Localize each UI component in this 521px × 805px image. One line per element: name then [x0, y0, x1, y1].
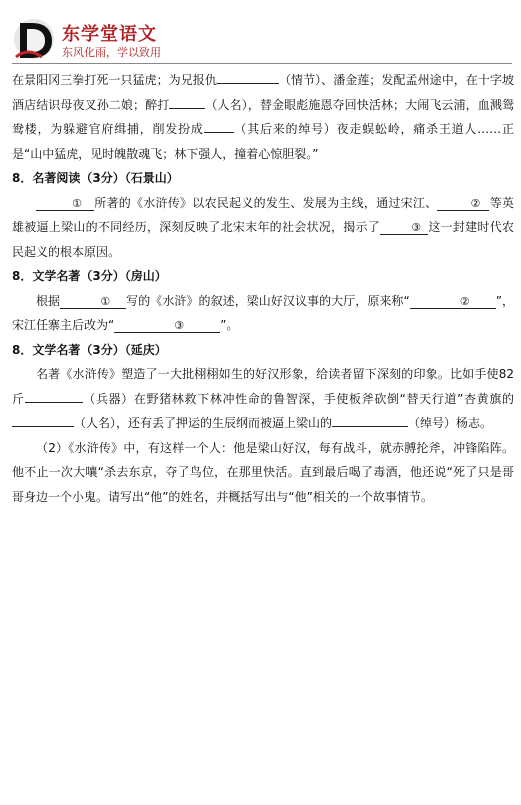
answer-blank: ②	[437, 197, 489, 211]
passage-text: 正是“山中猛虎，见时魄散魂飞；林下强人，撞着心惊胆裂。”	[12, 122, 514, 161]
brand-slogan: 东风化雨，学以致用	[62, 46, 161, 59]
question-text: 英雄被逼上梁山的不同经历，深刻反映了北宋末年的社会状况，揭示了	[12, 195, 514, 234]
question-text: 所著的《水浒传》以农民起义的发生、发展为主线，通过宋江、	[94, 195, 438, 210]
question-text: 只是哥哥身边一个小鬼。请写出“他”的姓名，并概括写出与“他”相关的一个故事情节。	[12, 465, 514, 504]
question-paragraph	[12, 289, 514, 338]
passage-paragraph	[12, 68, 514, 166]
question-text: （兵器）在野猪林救下林冲性命的鲁智深，手使板斧砍倒“替天行道”杏黄旗	[82, 391, 502, 406]
passage-text: （情节）、潘金莲；发配孟州途中，在十	[278, 73, 490, 87]
question-text: 的	[501, 391, 514, 406]
passage-text: （人名），替金眼彪施恩夺回快活林；大闹飞云浦，	[205, 97, 478, 112]
question-heading: 8．文学名著（3分）（延庆）	[12, 342, 167, 357]
answer-blank	[169, 95, 205, 109]
answer-blank: ③	[114, 319, 220, 333]
brand-name: 东学堂语文	[62, 24, 157, 45]
answer-blank: ②	[410, 295, 496, 309]
passage-text: 血溅鸳鸯楼，为躲避官府缉捕，削发扮成	[12, 97, 514, 136]
question-text: 代农民起义的根本原因。	[12, 220, 514, 259]
question-text: ”，	[495, 293, 514, 308]
question-paragraph	[12, 362, 514, 436]
question-text: （绰号）杨志。	[408, 416, 493, 430]
answer-blank	[25, 389, 83, 403]
passage-text: 字坡酒店结识母夜叉孙二娘；醉打	[12, 73, 514, 112]
question-text: 根据	[36, 293, 61, 308]
question-text: 名著《水浒传》塑造了一大批栩栩如生的好汉形象，给读者留下深刻的印象。比如手使	[36, 367, 499, 381]
question-text: 阵。他不止一次大嚷“杀去东京，夺了鸟位，在那里快活。直到最后喝了毒酒，他还说“死了	[12, 440, 514, 479]
passage-text: 在景阳冈三拳打死一只猛虎；为兄报仇	[12, 73, 217, 87]
question-text: （2）《水浒传》中，有这样一个人：他是梁山好汉，每有战斗，就赤膊抡斧，冲锋陷	[36, 440, 490, 455]
answer-blank: ③	[380, 221, 428, 235]
question-text: 82斤	[12, 367, 514, 406]
question-heading: 8．文学名著（3分）（房山）	[12, 269, 167, 283]
question-text: 这一封建时	[428, 220, 490, 234]
question-heading: 8．名著阅读（3分）（石景山）	[12, 171, 179, 185]
answer-blank	[332, 413, 408, 427]
page-header	[0, 0, 521, 66]
passage-text: （其后来的绰号）夜走蜈蚣岭，痛杀王道人……	[233, 122, 502, 136]
question-text: 宋江任寨主后改为“	[12, 318, 115, 332]
answer-blank	[217, 70, 279, 84]
question-text: （人名），还有丢了押运的生辰纲而被逼上梁山的	[74, 416, 333, 430]
question-paragraph	[12, 436, 514, 510]
question-paragraph	[12, 191, 514, 265]
question-text: 写的《水浒》的叙述，梁山好汉议事的大厅，原来称“	[126, 293, 410, 308]
header-divider	[12, 63, 512, 64]
answer-blank: ①	[36, 197, 94, 211]
answer-blank	[204, 119, 234, 133]
dongxuetang-logo-icon	[12, 17, 56, 61]
answer-blank	[12, 413, 74, 427]
question-text: 等	[489, 195, 502, 210]
answer-blank: ①	[60, 295, 126, 309]
question-text: ”。	[220, 318, 239, 332]
document-body	[12, 68, 514, 509]
